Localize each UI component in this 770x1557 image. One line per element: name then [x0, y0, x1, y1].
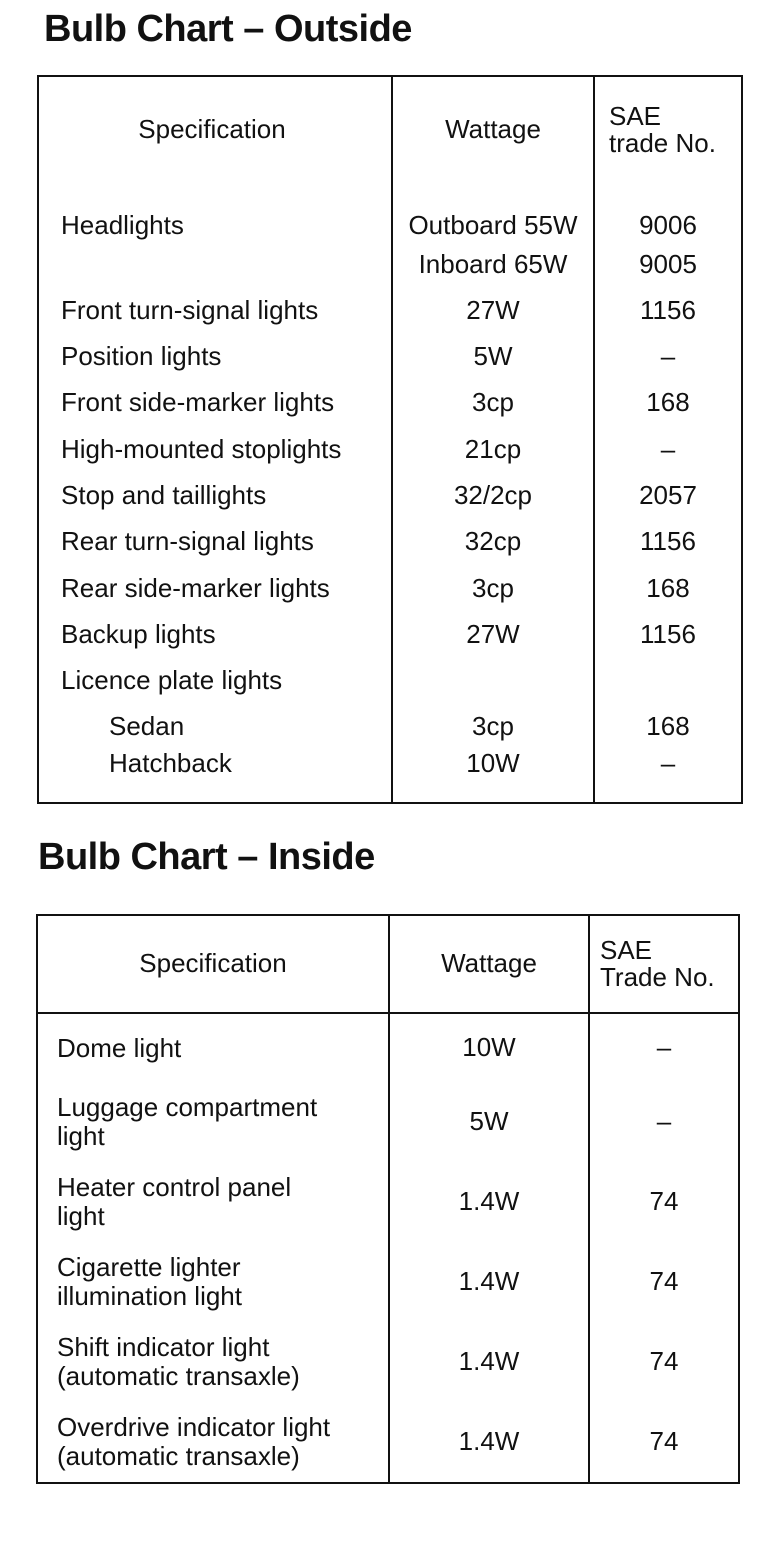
- table-row: [37, 1013, 739, 1082]
- header-wattage: Wattage: [389, 915, 589, 1013]
- row-wattage: Outboard 55W: [392, 183, 594, 241]
- row-sae: 2057: [594, 472, 742, 518]
- spec-line2: light: [57, 1121, 105, 1151]
- row-sae: 1156: [594, 519, 742, 565]
- row-wattage: 21cp: [392, 426, 594, 472]
- table-row: [37, 1242, 739, 1322]
- row-wattage: 1.4W: [389, 1162, 589, 1242]
- row-specification: Front turn-signal lights: [61, 294, 319, 325]
- table-row: [38, 519, 742, 565]
- spec-line1: Overdrive indicator light: [57, 1412, 331, 1443]
- table-header-row: [37, 915, 739, 1013]
- table-row: [38, 287, 742, 333]
- row-wattage: 32cp: [392, 519, 594, 565]
- header-specification: Specification: [37, 915, 389, 1013]
- row-specification: High-mounted stoplights: [61, 433, 342, 464]
- table-row: [38, 611, 742, 657]
- table-row: [37, 1402, 739, 1483]
- row-specification: Sedan: [109, 711, 185, 742]
- row-specification: Rear side-marker lights: [61, 572, 330, 603]
- spec-line1: Shift indicator light: [57, 1332, 270, 1363]
- spec-line1: Heater control panel: [57, 1172, 292, 1203]
- row-sae: 1156: [594, 611, 742, 657]
- table-row: [38, 472, 742, 518]
- row-wattage: 3cp: [392, 704, 594, 750]
- row-wattage: 5W: [392, 334, 594, 380]
- header-sae-line2: Trade No.: [600, 962, 715, 992]
- row-sae: [594, 658, 742, 704]
- row-sae: –: [589, 1013, 739, 1082]
- row-wattage: 32/2cp: [392, 472, 594, 518]
- row-wattage: 3cp: [392, 380, 594, 426]
- row-wattage: 5W: [389, 1082, 589, 1162]
- row-specification: Front side-marker lights: [61, 387, 335, 418]
- row-wattage: Inboard 65W: [392, 241, 594, 287]
- table-row: [37, 1082, 739, 1162]
- row-wattage: 10W: [389, 1013, 589, 1082]
- table-row: [38, 183, 742, 241]
- row-specification: Licence plate lights: [61, 665, 283, 696]
- table-row: [38, 565, 742, 611]
- row-wattage: 1.4W: [389, 1242, 589, 1322]
- header-sae-trade-no: [594, 76, 742, 183]
- inside-bulb-table: [36, 914, 740, 1484]
- table-row: [38, 658, 742, 704]
- row-specification: Backup lights: [61, 618, 216, 649]
- table-row: [38, 380, 742, 426]
- row-wattage: 1.4W: [389, 1322, 589, 1402]
- spec-line2: light: [57, 1201, 105, 1231]
- spec-line1: Cigarette lighter: [57, 1252, 241, 1283]
- row-specification: [37, 1013, 389, 1082]
- row-wattage: 10W: [392, 750, 594, 803]
- row-sae: –: [594, 334, 742, 380]
- row-specification: [37, 1242, 389, 1322]
- header-sae-line2: trade No.: [609, 128, 716, 158]
- row-specification: Position lights: [61, 341, 222, 372]
- table-row: [38, 750, 742, 803]
- spec-line2: illumination light: [57, 1281, 242, 1311]
- table-row: [38, 704, 742, 750]
- row-sae: 1156: [594, 287, 742, 333]
- row-sae: 168: [594, 704, 742, 750]
- row-specification: Stop and taillights: [61, 479, 267, 510]
- row-sae: 9006: [594, 183, 742, 241]
- row-specification: Rear turn-signal lights: [61, 526, 314, 557]
- table-row: [37, 1322, 739, 1402]
- row-sae: 74: [589, 1242, 739, 1322]
- header-wattage: Wattage: [392, 76, 594, 183]
- table-row: [38, 241, 742, 287]
- row-sae: –: [594, 750, 742, 803]
- header-sae-line1: SAE: [600, 934, 653, 965]
- spec-line1: Luggage compartment: [57, 1092, 318, 1123]
- row-specification: [38, 241, 392, 287]
- table-row: [38, 426, 742, 472]
- row-sae: 9005: [594, 241, 742, 287]
- table-row: [38, 334, 742, 380]
- row-wattage: 27W: [392, 611, 594, 657]
- spec-line1: Dome light: [57, 1032, 182, 1063]
- header-sae-line1: SAE: [609, 100, 662, 131]
- outside-chart-title: Bulb Chart – Outside: [44, 8, 412, 50]
- row-sae: 74: [589, 1162, 739, 1242]
- header-sae-trade-no: [589, 915, 739, 1013]
- row-specification: Hatchback: [109, 748, 232, 779]
- table-row: [37, 1162, 739, 1242]
- outside-bulb-table: [37, 75, 743, 804]
- row-sae: –: [594, 426, 742, 472]
- row-sae: 168: [594, 565, 742, 611]
- row-wattage: [392, 658, 594, 704]
- row-sae: 168: [594, 380, 742, 426]
- row-specification: [37, 1162, 389, 1242]
- row-wattage: 3cp: [392, 565, 594, 611]
- spec-line2: (automatic transaxle): [57, 1361, 300, 1391]
- row-specification: Headlights: [61, 209, 184, 240]
- row-sae: –: [589, 1082, 739, 1162]
- header-specification: Specification: [138, 114, 286, 145]
- row-specification: [37, 1402, 389, 1483]
- spec-line2: (automatic transaxle): [57, 1441, 300, 1471]
- row-sae: 74: [589, 1322, 739, 1402]
- row-sae: 74: [589, 1402, 739, 1483]
- row-wattage: 27W: [392, 287, 594, 333]
- inside-chart-title: Bulb Chart – Inside: [38, 836, 375, 878]
- table-header-row: [38, 76, 742, 183]
- row-specification: [37, 1322, 389, 1402]
- row-specification: [37, 1082, 389, 1162]
- row-wattage: 1.4W: [389, 1402, 589, 1483]
